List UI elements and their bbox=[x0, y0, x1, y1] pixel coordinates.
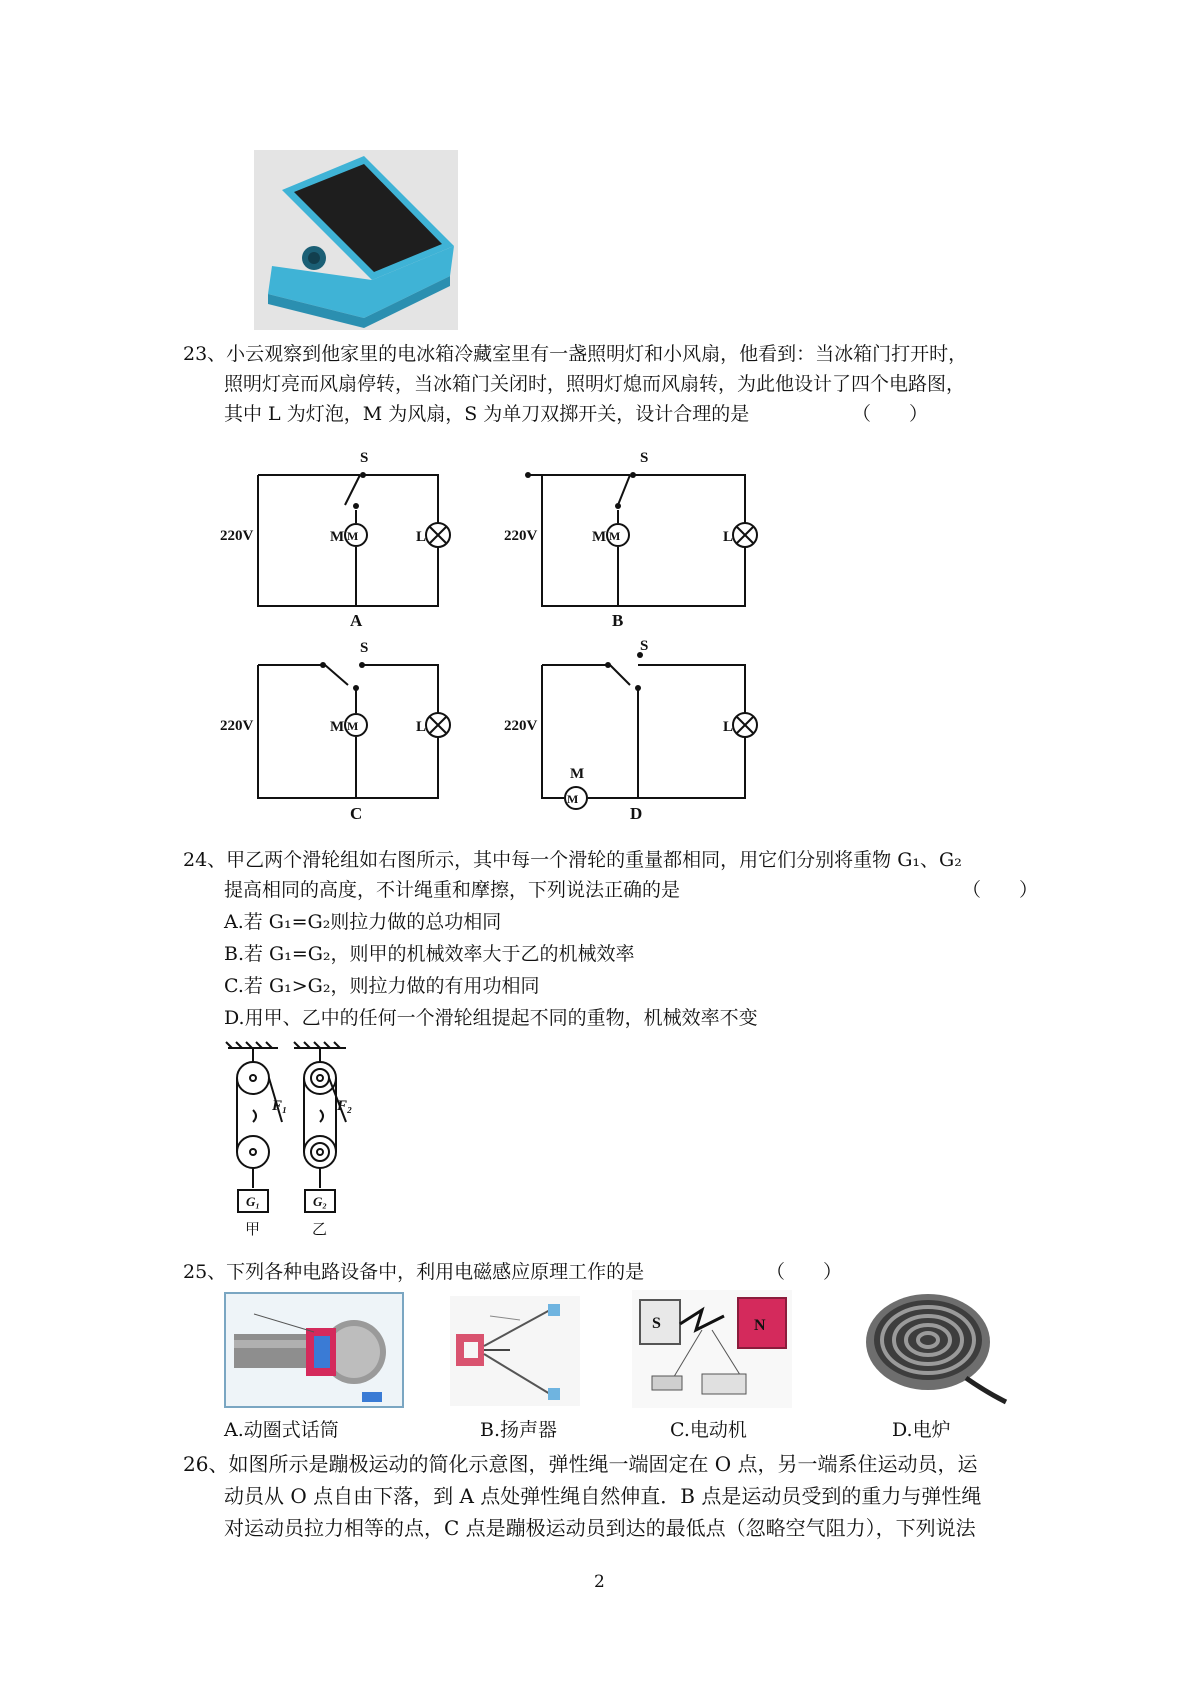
magnet-s-label: S bbox=[652, 1315, 661, 1332]
q23-answer-paren: （ ） bbox=[852, 403, 929, 425]
voltage-label-a: 220V bbox=[220, 528, 254, 544]
motor-symbol-d: M bbox=[567, 792, 579, 806]
q23-line-2: 照明灯亮而风扇停转，当冰箱门关闭时，照明灯熄而风扇转，为此他设计了四个电路图， bbox=[224, 373, 966, 395]
option-label-c: C bbox=[350, 804, 363, 823]
microphone-diagram bbox=[224, 1292, 404, 1408]
q25-answer-paren: （ ） bbox=[766, 1261, 843, 1283]
voltage-label-c: 220V bbox=[220, 718, 254, 734]
lamp-label-c: L bbox=[416, 719, 427, 735]
lamp-label-a: L bbox=[416, 529, 427, 545]
q23-line-3: 其中 L 为灯泡，M 为风扇，S 为单刀双掷开关，设计合理的是 bbox=[224, 403, 750, 425]
q25-choice-a: A.动圈式话筒 bbox=[224, 1419, 339, 1441]
q24-choice-c: C.若 G₁>G₂，则拉力做的有用功相同 bbox=[224, 975, 540, 997]
voltage-label-b: 220V bbox=[504, 528, 538, 544]
pulley-label-jia: 甲 bbox=[245, 1222, 261, 1238]
force-label-f2: F₂ bbox=[337, 1098, 353, 1114]
motor-symbol-a: M bbox=[347, 529, 359, 543]
q24-choice-d: D.用甲、乙中的任何一个滑轮组提起不同的重物，机械效率不变 bbox=[224, 1007, 758, 1029]
q24-line-2: 提高相同的高度，不计绳重和摩擦，下列说法正确的是 bbox=[224, 879, 681, 901]
switch-label-b: S bbox=[640, 450, 649, 466]
pulley-label-yi: 乙 bbox=[312, 1222, 328, 1238]
speaker-diagram bbox=[450, 1296, 580, 1406]
switch-label-c: S bbox=[360, 640, 369, 656]
switch-label-a: S bbox=[360, 450, 369, 466]
q24-pulley-figure bbox=[220, 1040, 360, 1240]
motor-label-d: M bbox=[570, 766, 585, 782]
q25-line-1: 25、下列各种电路设备中，利用电磁感应原理工作的是 bbox=[183, 1261, 645, 1283]
q26-line-2: 动员从 O 点自由下落，到 A 点处弹性绳自然伸直．B 点是运动员受到的重力与弹性绳 bbox=[224, 1484, 982, 1508]
switch-label-d: S bbox=[640, 638, 649, 654]
q24-choice-a: A.若 G₁=G₂则拉力做的总功相同 bbox=[224, 911, 502, 933]
q23-line-1: 23、小云观察到他家里的电冰箱冷藏室里有一盏照明灯和小风扇，他看到：当冰箱门打开时， bbox=[183, 343, 968, 365]
motor-label-a: M bbox=[330, 529, 345, 545]
option-label-d: D bbox=[630, 804, 643, 823]
option-label-a: A bbox=[350, 611, 363, 630]
q24-answer-paren: （ ） bbox=[962, 879, 1039, 901]
q25-choice-d: D.电炉 bbox=[892, 1419, 951, 1441]
q25-choice-b: B.扬声器 bbox=[480, 1419, 558, 1441]
q25-choice-c: C.电动机 bbox=[670, 1419, 747, 1441]
q24-choice-b: B.若 G₁=G₂，则甲的机械效率大于乙的机械效率 bbox=[224, 943, 635, 965]
q26-line-3: 对运动员拉力相等的点，C 点是蹦极运动员到达的最低点（忽略空气阻力），下列说法 bbox=[224, 1516, 976, 1540]
q24-line-1: 24、甲乙两个滑轮组如右图所示，其中每一个滑轮的重量都相同，用它们分别将重物 G₁、G₂ bbox=[183, 849, 962, 871]
voltage-label-d: 220V bbox=[504, 718, 538, 734]
motor-diagram bbox=[632, 1290, 792, 1408]
motor-label-b: M bbox=[592, 529, 607, 545]
motor-label-c: M bbox=[330, 719, 345, 735]
q23-circuits bbox=[220, 440, 780, 830]
lamp-label-d: L bbox=[723, 719, 734, 735]
motor-symbol-c: M bbox=[347, 719, 359, 733]
weight-label-g2: G₂ bbox=[313, 1194, 327, 1209]
solar-clip-photo bbox=[254, 150, 458, 330]
electric-stove-photo bbox=[858, 1282, 1008, 1408]
force-label-f1: F₁ bbox=[272, 1098, 288, 1114]
q26-line-1: 26、如图所示是蹦极运动的简化示意图，弹性绳一端固定在 O 点，另一端系住运动员，运 bbox=[183, 1452, 978, 1476]
motor-symbol-b: M bbox=[609, 529, 621, 543]
weight-label-g1: G₁ bbox=[246, 1194, 260, 1209]
magnet-n-label: N bbox=[754, 1317, 766, 1334]
option-label-b: B bbox=[612, 611, 624, 630]
page-number: 2 bbox=[594, 1572, 605, 1592]
lamp-label-b: L bbox=[723, 529, 734, 545]
